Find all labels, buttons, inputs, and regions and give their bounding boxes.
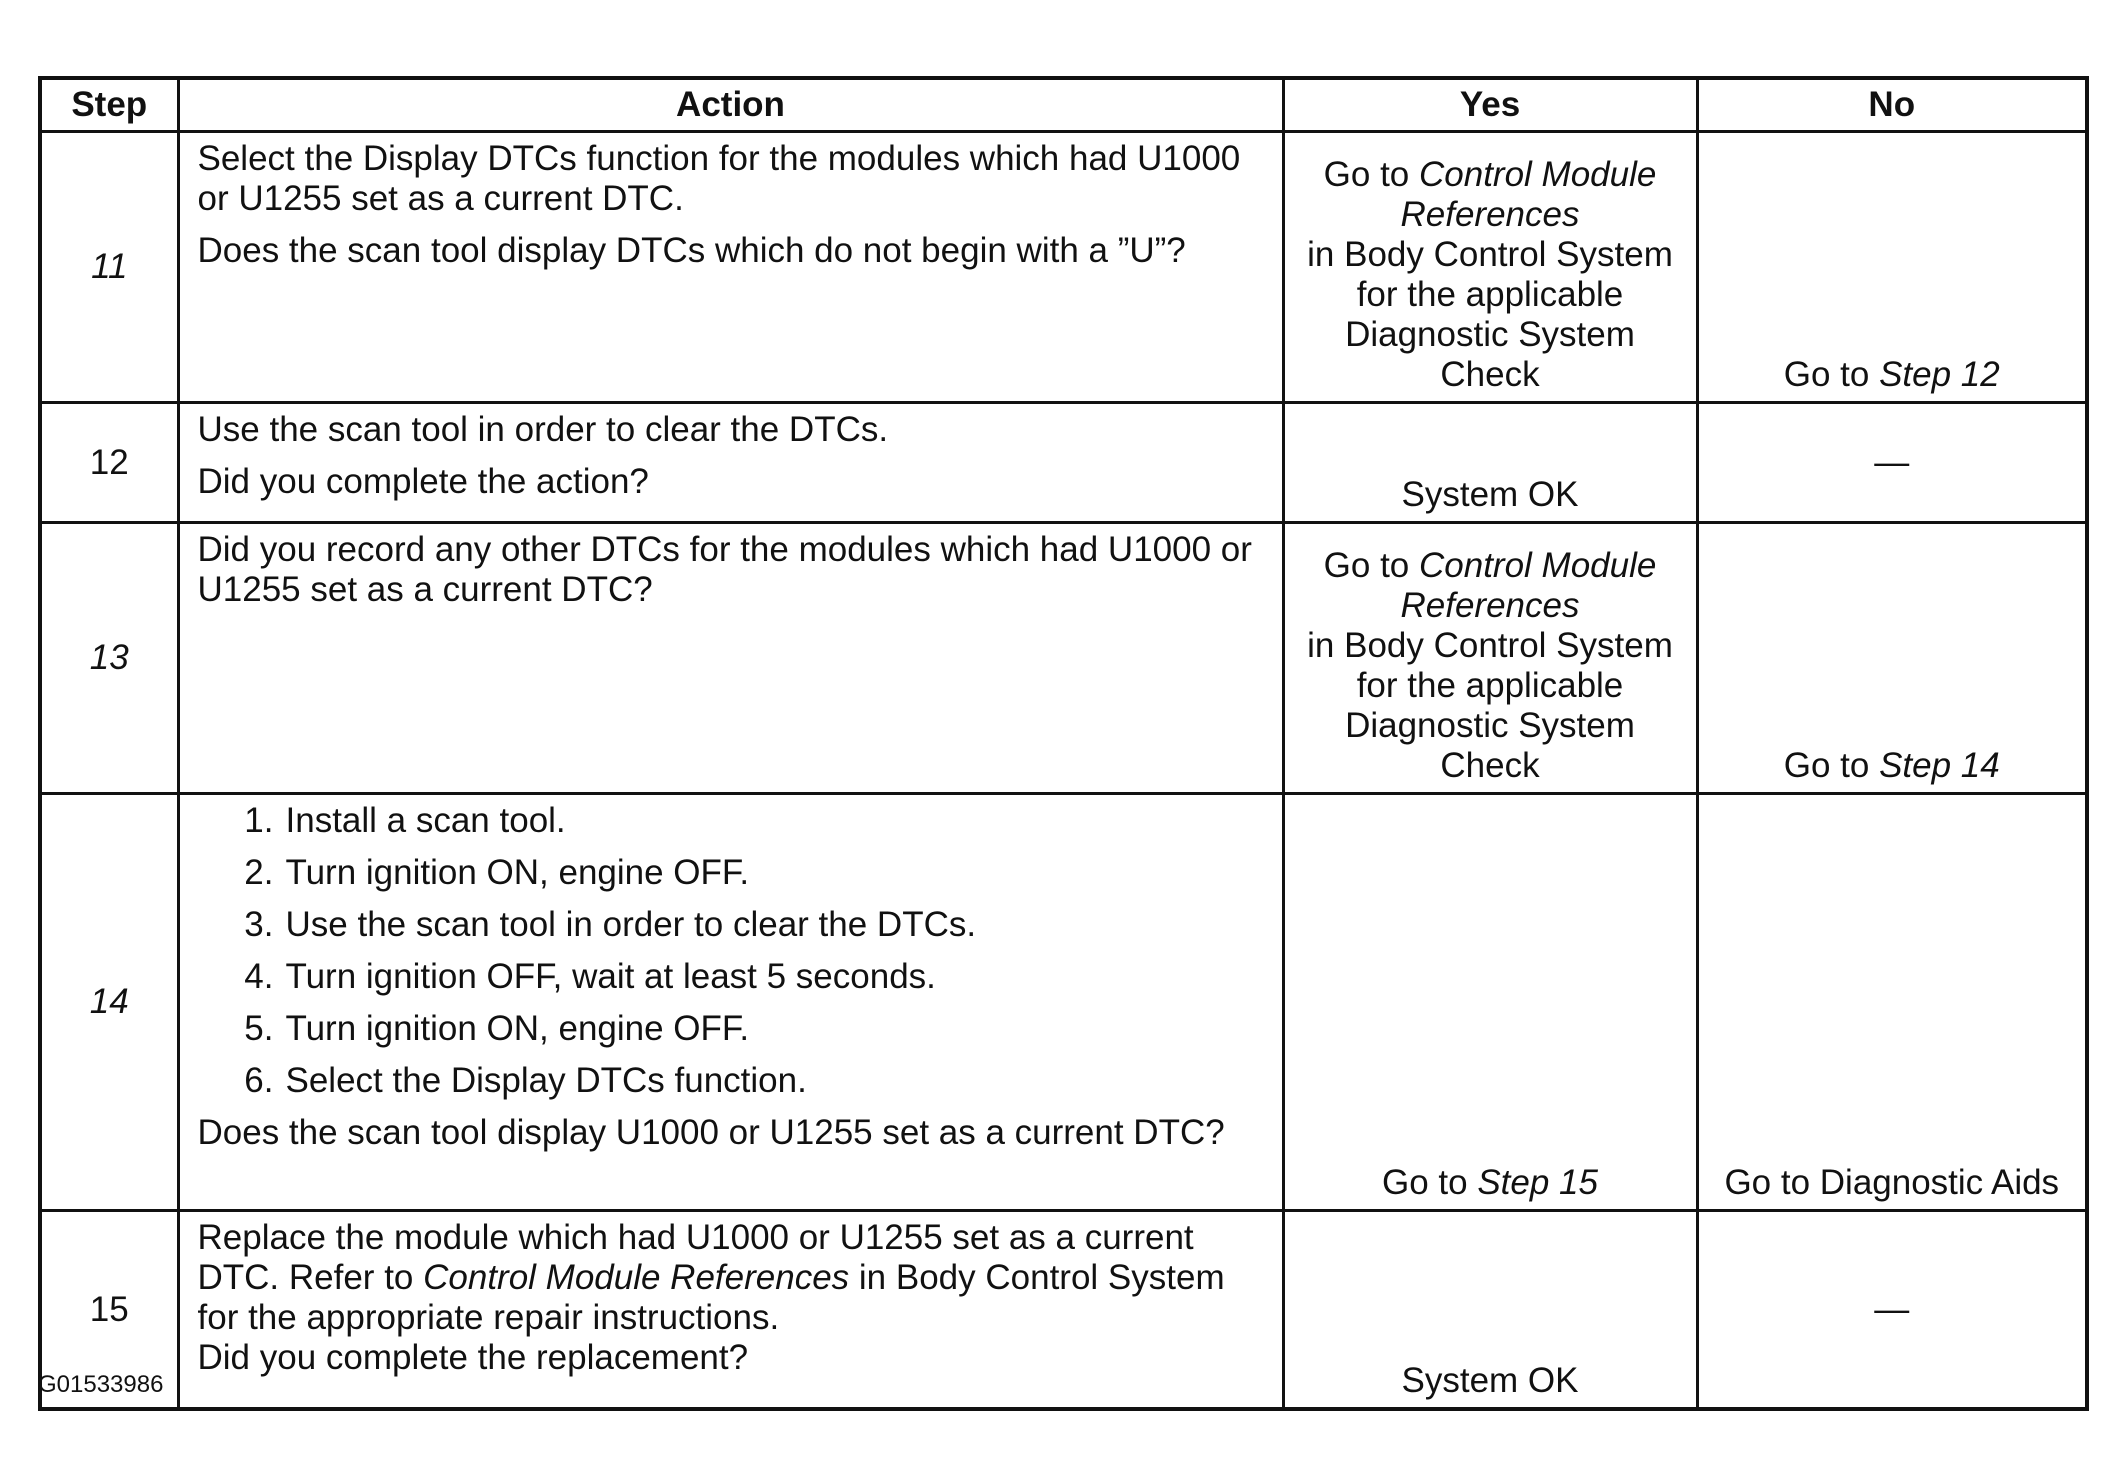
table-row-step-11 xyxy=(40,132,2087,403)
list-item: 4. Turn ignition OFF, wait at least 5 seconds. xyxy=(244,957,936,996)
figure-id: G01533986 xyxy=(38,1371,164,1398)
yes-suffix: in Body Control System for the applicable Diagnostic System Check xyxy=(1307,235,1673,394)
action-text: Use the scan tool in order to clear the DTCs. xyxy=(197,410,889,449)
yes-cell: System OK xyxy=(1283,403,1697,523)
header-step: Step xyxy=(40,78,178,132)
procedure-list xyxy=(198,801,1268,1101)
action-question: Did you complete the replacement? xyxy=(197,1338,749,1377)
no-cell xyxy=(1697,132,2087,403)
no-cell xyxy=(1697,523,2087,794)
yes-cell xyxy=(1283,132,1697,403)
step-number: 14 xyxy=(40,794,178,1211)
list-item: 3. Use the scan tool in order to clear the DTCs. xyxy=(244,905,977,944)
action-question: Does the scan tool display DTCs which do not begin with a ”U”? xyxy=(197,231,1186,270)
action-question: Did you record any other DTCs for the modules which had U1000 or U1255 set as a current DTC? xyxy=(197,530,1252,609)
table-row-step-13 xyxy=(40,523,2087,794)
diagnostic-table-container xyxy=(38,76,2085,1411)
no-prefix: Go to xyxy=(1783,746,1880,785)
action-text: Replace the module which had U1000 or U1255 set as a current DTC. Refer to Control Module References in Body Control System for the appropriate repair instructions. xyxy=(197,1218,1225,1337)
no-step-link[interactable]: Step 12 xyxy=(1879,355,2000,394)
yes-cell: System OK xyxy=(1283,1211,1697,1410)
action-question: Does the scan tool display U1000 or U1255 set as a current DTC? xyxy=(197,1113,1225,1152)
header-no: No xyxy=(1697,78,2087,132)
yes-step-link[interactable]: Step 15 xyxy=(1477,1163,1598,1202)
list-item: 6. Select the Display DTCs function. xyxy=(244,1061,807,1100)
no-prefix: Go to xyxy=(1783,355,1880,394)
yes-prefix: Go to xyxy=(1323,546,1419,585)
action-cell xyxy=(178,523,1283,794)
header-action: Action xyxy=(178,78,1283,132)
yes-suffix: in Body Control System for the applicable Diagnostic System Check xyxy=(1307,626,1673,785)
action-cell xyxy=(178,403,1283,523)
yes-cell xyxy=(1283,794,1697,1211)
no-cell: Go to Diagnostic Aids xyxy=(1697,794,2087,1211)
list-item: 1. Install a scan tool. xyxy=(244,801,566,840)
action-cell xyxy=(178,132,1283,403)
yes-prefix: Go to xyxy=(1382,1163,1478,1202)
step-number: 15 xyxy=(40,1211,178,1410)
diagnostic-table xyxy=(38,76,2089,1411)
yes-reference-link[interactable]: Control Module References xyxy=(1400,155,1657,234)
table-row-step-15 xyxy=(40,1211,2087,1410)
table-header-row xyxy=(40,78,2087,132)
table-row-step-12 xyxy=(40,403,2087,523)
action-text: Select the Display DTCs function for the modules which had U1000 or U1255 set as a current DTC. xyxy=(197,139,1241,218)
yes-prefix: Go to xyxy=(1323,155,1419,194)
yes-reference-link[interactable]: Control Module References xyxy=(1400,546,1657,625)
action-question: Did you complete the action? xyxy=(197,462,649,501)
no-step-link[interactable]: Step 14 xyxy=(1879,746,2000,785)
yes-cell xyxy=(1283,523,1697,794)
header-yes: Yes xyxy=(1283,78,1697,132)
step-number: 11 xyxy=(40,132,178,403)
table-row-step-14 xyxy=(40,794,2087,1211)
action-reference-link[interactable]: Control Module References xyxy=(423,1258,850,1297)
step-number: 12 xyxy=(40,403,178,523)
step-number: 13 xyxy=(40,523,178,794)
list-item: 5. Turn ignition ON, engine OFF. xyxy=(244,1009,750,1048)
no-cell: — xyxy=(1697,403,2087,523)
action-cell xyxy=(178,794,1283,1211)
list-item: 2. Turn ignition ON, engine OFF. xyxy=(244,853,750,892)
action-cell xyxy=(178,1211,1283,1410)
no-cell: — xyxy=(1697,1211,2087,1410)
